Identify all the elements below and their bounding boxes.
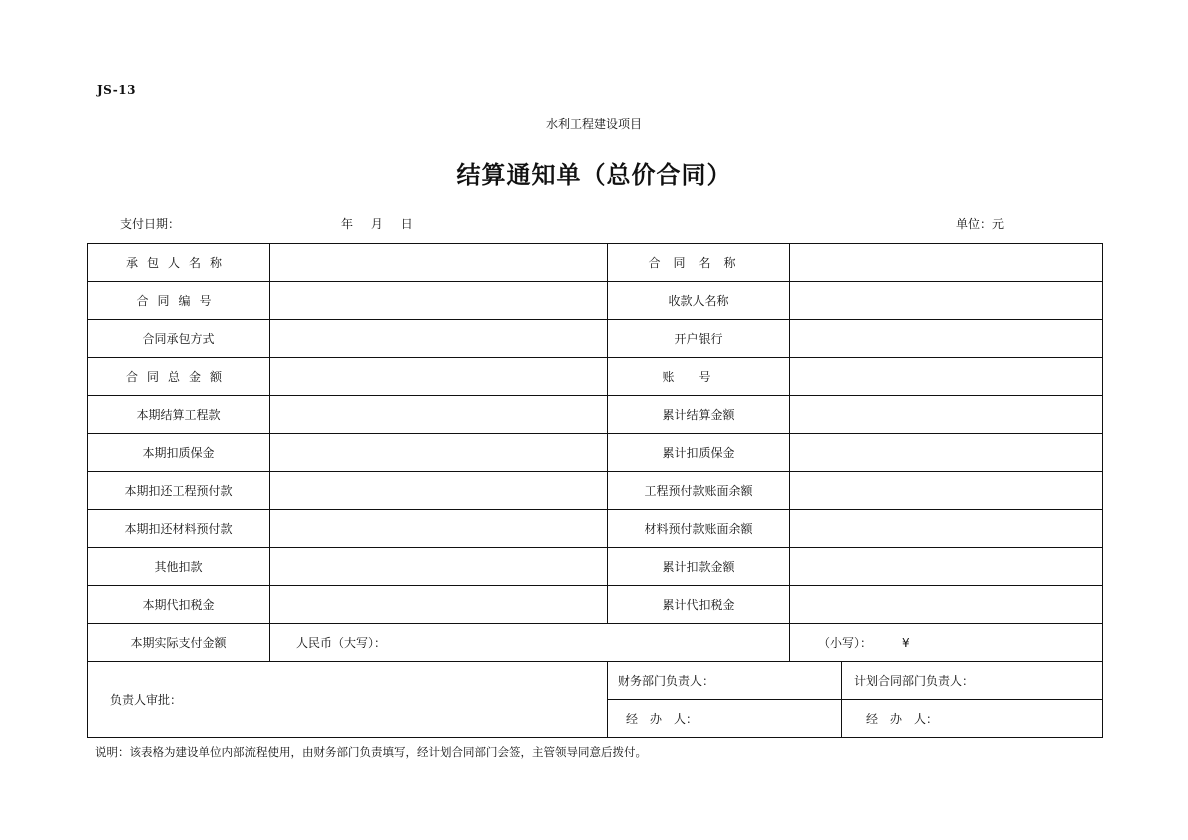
period-retention-field[interactable] [270,434,608,472]
planning-head-field[interactable] [842,662,1103,700]
cumulative-deductions-label: 累计扣款金额 [608,548,790,586]
period-retention-label: 本期扣质保金 [88,434,270,472]
payee-name-label: 收款人名称 [608,282,790,320]
payee-name-field[interactable] [790,282,1103,320]
advance-balance-label: 工程预付款账面余额 [608,472,790,510]
period-settlement-label: 本期结算工程款 [88,396,270,434]
finance-handler-label: 经 办 人： [626,712,699,726]
planning-handler-field[interactable] [842,700,1103,738]
contract-total-label: 合同总金额 [88,358,270,396]
contract-number-label: 合同编号 [88,282,270,320]
cumulative-tax-label: 累计代扣税金 [608,586,790,624]
amount-in-words-label: 人民币（大写）： [296,636,387,650]
form-row [88,548,1103,586]
form-row [88,282,1103,320]
material-balance-label: 材料预付款账面余额 [608,510,790,548]
cumulative-tax-field[interactable] [790,586,1103,624]
period-advance-repay-label: 本期扣还工程预付款 [88,472,270,510]
bank-label: 开户银行 [608,320,790,358]
form-row [88,358,1103,396]
payment-row [88,624,1103,662]
contract-name-field[interactable] [790,244,1103,282]
finance-head-field[interactable] [608,662,842,700]
date-year-label: 年 [341,217,354,231]
planning-handler-label: 经 办 人： [866,712,939,726]
yen-sign: ¥ [902,636,910,650]
planning-head-label: 计划合同部门负责人： [854,674,975,688]
unit-label: 单位：元 [956,217,1005,231]
advance-balance-field[interactable] [790,472,1103,510]
leader-approval-label: 负责人审批： [110,693,183,707]
page-title: 结算通知单（总价合同） [456,161,732,189]
footnote: 说明：该表格为建设单位内部流程使用，由财务部门负责填写，经计划合同部门会签，主管领导同意后拨付。 [95,745,647,759]
payment-date-fields [341,215,413,232]
contract-name-label: 合同名称 [608,244,790,282]
form-row [88,396,1103,434]
pre-title: 水利工程建设项目 [545,117,642,131]
contract-mode-field[interactable] [270,320,608,358]
form-code: JS-13 [97,83,136,97]
material-balance-field[interactable] [790,510,1103,548]
cumulative-retention-label: 累计扣质保金 [608,434,790,472]
date-day-label: 日 [400,217,413,231]
contract-total-field[interactable] [270,358,608,396]
period-tax-field[interactable] [270,586,608,624]
other-deductions-field[interactable] [270,548,608,586]
contractor-name-field[interactable] [270,244,608,282]
contractor-name-label: 承包人名称 [88,244,270,282]
cumulative-deductions-field[interactable] [790,548,1103,586]
amount-in-figures-label: （小写）： [818,636,873,650]
contract-mode-label: 合同承包方式 [88,320,270,358]
payment-date-label: 支付日期： [120,217,181,231]
account-number-field[interactable] [790,358,1103,396]
cumulative-retention-field[interactable] [790,434,1103,472]
other-deductions-label: 其他扣款 [88,548,270,586]
form-row [88,320,1103,358]
finance-handler-field[interactable] [608,700,842,738]
form-row [88,434,1103,472]
period-material-repay-label: 本期扣还材料预付款 [88,510,270,548]
form-row [88,510,1103,548]
account-number-label: 账号 [608,358,790,396]
bank-field[interactable] [790,320,1103,358]
amount-in-words-field[interactable] [270,624,790,662]
period-tax-label: 本期代扣税金 [88,586,270,624]
form-row [88,244,1103,282]
finance-head-label: 财务部门负责人： [618,674,715,688]
form-row [88,472,1103,510]
period-advance-repay-field[interactable] [270,472,608,510]
contract-number-field[interactable] [270,282,608,320]
date-month-label: 月 [370,217,383,231]
leader-approval-field[interactable] [88,662,608,738]
actual-payment-label: 本期实际支付金额 [88,624,270,662]
period-material-repay-field[interactable] [270,510,608,548]
form-row [88,586,1103,624]
period-settlement-field[interactable] [270,396,608,434]
settlement-form-table [87,243,1103,738]
approval-row [88,662,1103,700]
amount-in-figures-field[interactable] [790,624,1103,662]
cumulative-settlement-field[interactable] [790,396,1103,434]
cumulative-settlement-label: 累计结算金额 [608,396,790,434]
